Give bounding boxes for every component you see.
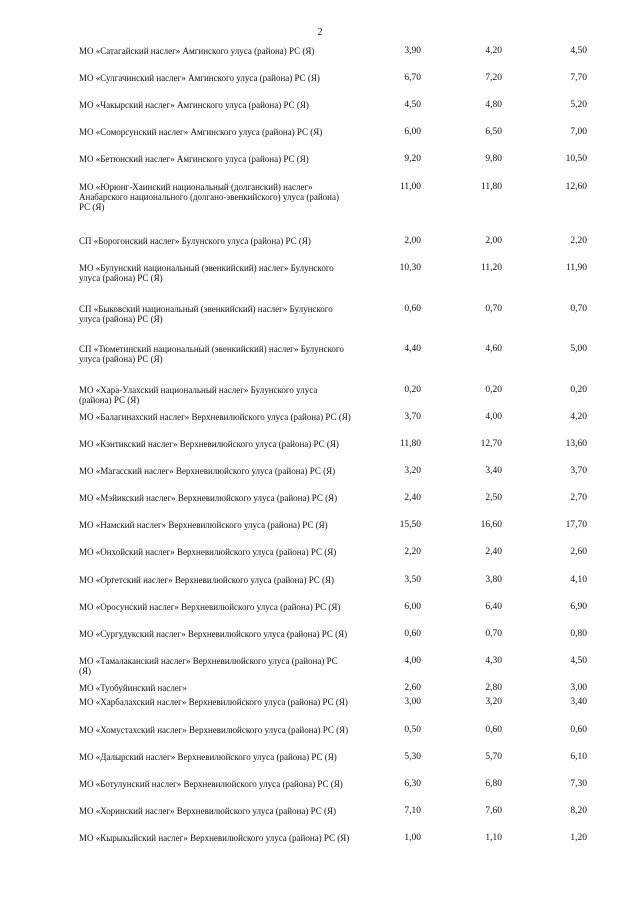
value-col-1: 2,60 (404, 683, 421, 693)
value-col-2: 6,80 (485, 779, 502, 789)
municipality-name: МО «Чакырский наслег» Амгинского улуса (района) РС (Я) (79, 100, 309, 110)
value-col-2: 11,20 (480, 263, 502, 273)
value-col-3: 11,90 (565, 263, 587, 273)
value-col-1: 0,50 (404, 725, 421, 735)
value-col-3: 6,90 (570, 602, 587, 612)
value-col-2: 6,50 (485, 127, 502, 137)
municipality-name: МО «Сулгачинский наслег» Амгинского улуса (района) РС (Я) (79, 73, 320, 83)
value-col-3: 7,30 (570, 779, 587, 789)
value-col-2: 11,80 (480, 182, 502, 192)
municipality-name: МО «Оргетский наслег» Верхневилюйского улуса (района) РС (Я) (79, 575, 335, 585)
value-col-2: 5,70 (485, 752, 502, 762)
value-col-3: 3,40 (570, 697, 587, 707)
municipality-name: МО «Хомустахский наслег» Верхневилюйского улуса (района) РС (Я) (79, 725, 349, 735)
value-col-1: 5,30 (404, 752, 421, 762)
value-col-2: 2,40 (485, 547, 502, 557)
value-col-3: 2,70 (570, 493, 587, 503)
value-col-3: 7,00 (570, 127, 587, 137)
municipality-name: МО «Онхойский наслег» Верхневилюйского улуса (района) РС (Я) (79, 547, 337, 557)
municipality-name: МО «Далырский наслег» Верхневилюйского улуса (района) РС (Я) (79, 752, 337, 762)
municipality-name: МО «Намский наслег» Верхневилюйского улуса (района) РС (Я) (79, 520, 328, 530)
value-col-2: 4,30 (485, 656, 502, 666)
value-col-3: 2,60 (570, 547, 587, 557)
value-col-2: 6,40 (485, 602, 502, 612)
municipality-name: МО «Ботулунский наслег» Верхневилюйского улуса (района) РС (Я) (79, 779, 343, 789)
value-col-3: 0,70 (570, 304, 587, 314)
municipality-name: МО «Харбалахский наслег» Верхневилюйского улуса (района) РС (Я) (79, 697, 348, 707)
value-col-3: 12,60 (565, 182, 587, 192)
value-col-3: 17,70 (565, 520, 587, 530)
value-col-1: 10,30 (399, 263, 421, 273)
value-col-3: 1,20 (570, 833, 587, 843)
municipality-name: МО «Тамалаканский наслег» Верхневилюйского улуса (района) РС (Я) (79, 656, 338, 676)
value-col-1: 3,20 (404, 466, 421, 476)
value-col-3: 2,20 (570, 236, 587, 246)
value-col-1: 2,20 (404, 547, 421, 557)
value-col-1: 0,20 (404, 385, 421, 395)
value-col-1: 0,60 (404, 629, 421, 639)
value-col-3: 5,20 (570, 100, 587, 110)
value-col-1: 2,40 (404, 493, 421, 503)
municipality-name: СП «Тюметинский национальный (эвенкийский) наслег» Булунского улуса (района) РС (Я) (79, 344, 344, 364)
value-col-1: 9,20 (404, 154, 421, 164)
value-col-1: 2,00 (404, 236, 421, 246)
value-col-2: 3,40 (485, 466, 502, 476)
value-col-3: 4,50 (570, 656, 587, 666)
value-col-1: 4,50 (404, 100, 421, 110)
value-col-2: 3,20 (485, 697, 502, 707)
municipality-name: МО «Магасский наслег» Верхневилюйского улуса (района) РС (Я) (79, 466, 336, 476)
value-col-2: 2,80 (485, 683, 502, 693)
municipality-name: МО «Бетюнский наслег» Амгинского улуса (района) РС (Я) (79, 154, 309, 164)
value-col-3: 7,70 (570, 73, 587, 83)
value-col-3: 4,10 (570, 575, 587, 585)
value-col-1: 11,00 (399, 182, 421, 192)
value-col-3: 6,10 (570, 752, 587, 762)
value-col-1: 7,10 (404, 806, 421, 816)
municipality-name: МО «Юрюнг-Хаинский национальный (долганский) наслег» Анабарского национального (долгано-эвенкийского) улуса (района) РС (Я) (79, 182, 339, 212)
value-col-3: 10,50 (565, 154, 587, 164)
municipality-name: МО «Сатагайский наслег» Амгинского улуса (района) РС (Я) (79, 46, 315, 56)
value-col-3: 0,60 (570, 725, 587, 735)
value-col-1: 3,50 (404, 575, 421, 585)
value-col-2: 4,60 (485, 344, 502, 354)
value-col-3: 3,70 (570, 466, 587, 476)
value-col-1: 3,90 (404, 46, 421, 56)
value-col-3: 4,50 (570, 46, 587, 56)
value-col-2: 3,80 (485, 575, 502, 585)
value-col-2: 0,70 (485, 629, 502, 639)
municipality-name: СП «Быковский национальный (эвенкийский) наслег» Булунского улуса (района) РС (Я) (79, 304, 333, 324)
value-col-2: 16,60 (480, 520, 502, 530)
municipality-name: МО «Оросунский наслег» Верхневилюйского улуса (района) РС (Я) (79, 602, 341, 612)
value-col-1: 6,70 (404, 73, 421, 83)
municipality-name: МО «Соморсунский наслег» Амгинского улуса (района) РС (Я) (79, 127, 323, 137)
value-col-2: 7,60 (485, 806, 502, 816)
value-col-3: 13,60 (565, 439, 587, 449)
municipality-name: МО «Туобуйинский наслег» (79, 683, 187, 693)
value-col-1: 11,80 (399, 439, 421, 449)
municipality-name: МО «Хоринский наслег» Верхневилюйского улуса (района) РС (Я) (79, 806, 337, 816)
value-col-2: 0,70 (485, 304, 502, 314)
municipality-name: МО «Балагинахский наслег» Верхневилюйского улуса (района) РС (Я) (79, 412, 351, 422)
value-col-1: 0,60 (404, 304, 421, 314)
value-col-1: 1,00 (404, 833, 421, 843)
value-col-2: 12,70 (480, 439, 502, 449)
municipality-name: МО «Булунский национальный (эвенкийский) наслег» Булунского улуса (района) РС (Я) (79, 263, 334, 283)
value-col-2: 0,20 (485, 385, 502, 395)
municipality-name: МО «Сургудукский наслег» Верхневилюйского улуса (района) РС (Я) (79, 629, 348, 639)
value-col-2: 4,00 (485, 412, 502, 422)
value-col-3: 8,20 (570, 806, 587, 816)
value-col-2: 0,60 (485, 725, 502, 735)
municipality-name: МО «Хара-Улахский национальный наслег» Булунского улуса (района) РС (Я) (79, 385, 318, 405)
value-col-1: 6,00 (404, 602, 421, 612)
value-col-3: 5,00 (570, 344, 587, 354)
value-col-2: 1,10 (485, 833, 502, 843)
value-col-1: 4,40 (404, 344, 421, 354)
value-col-1: 15,50 (399, 520, 421, 530)
value-col-2: 2,50 (485, 493, 502, 503)
value-col-1: 3,70 (404, 412, 421, 422)
municipality-name: МО «Кэнтикский наслег» Верхневилюйского улуса (района) РС (Я) (79, 439, 339, 449)
value-col-1: 6,30 (404, 779, 421, 789)
value-col-1: 4,00 (404, 656, 421, 666)
value-col-2: 2,00 (485, 236, 502, 246)
value-col-2: 9,80 (485, 154, 502, 164)
value-col-3: 3,00 (570, 683, 587, 693)
value-col-1: 6,00 (404, 127, 421, 137)
value-col-1: 3,00 (404, 697, 421, 707)
municipality-name: МО «Мэйикский наслег» Верхневилюйского улуса (района) РС (Я) (79, 493, 338, 503)
page-number: 2 (317, 27, 323, 38)
value-col-2: 7,20 (485, 73, 502, 83)
value-col-3: 4,20 (570, 412, 587, 422)
value-col-2: 4,20 (485, 46, 502, 56)
value-col-3: 0,20 (570, 385, 587, 395)
value-col-3: 0,80 (570, 629, 587, 639)
value-col-2: 4,80 (485, 100, 502, 110)
municipality-name: МО «Кырыкыйский наслег» Верхневилюйского улуса (района) РС (Я) (79, 833, 350, 843)
municipality-name: СП «Борогонский наслег» Булунского улуса (района) РС (Я) (79, 236, 311, 246)
